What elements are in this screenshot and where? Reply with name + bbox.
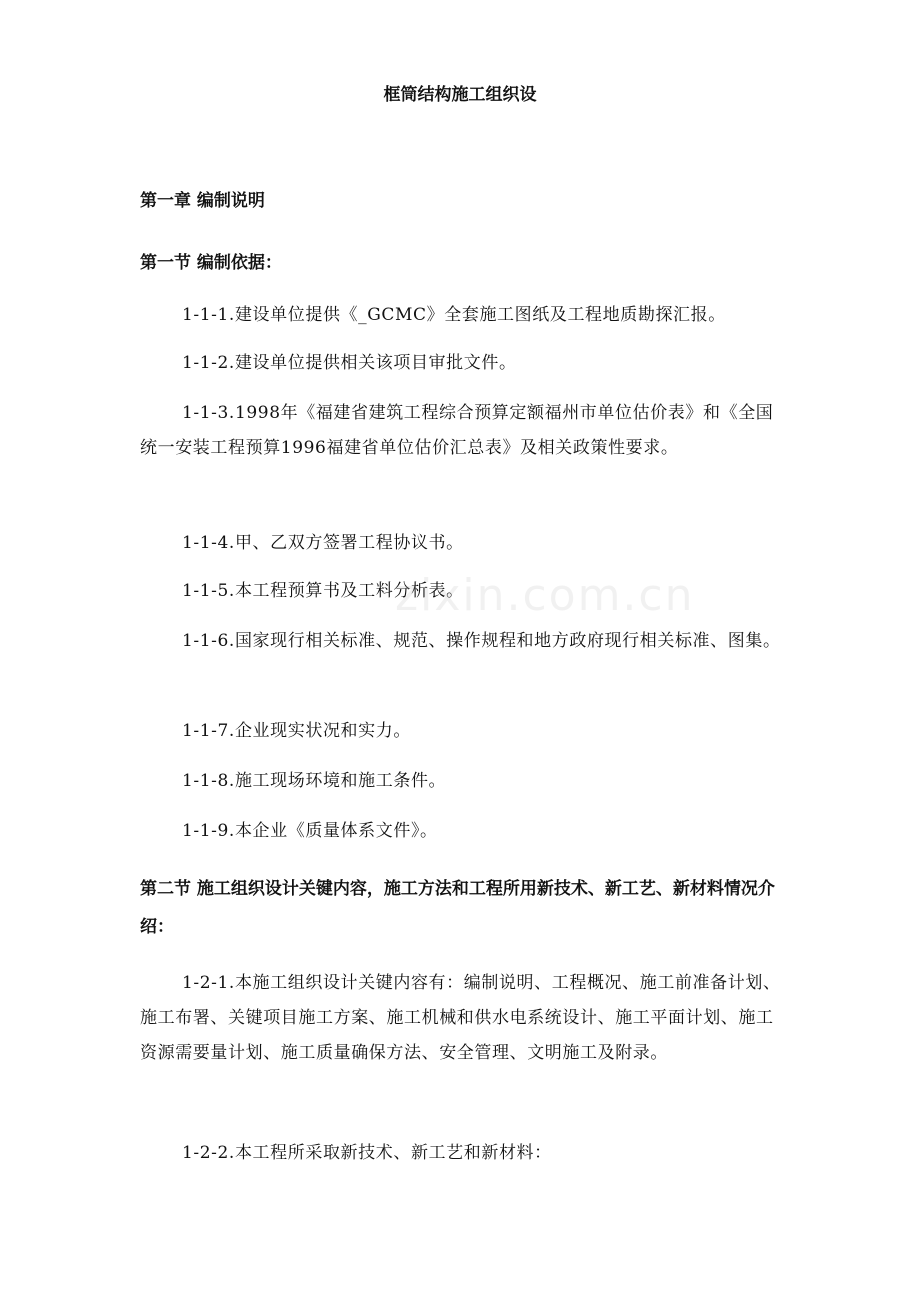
section1-item-8: 1-1-8.施工现场环境和施工条件。 [182, 771, 447, 791]
section1-item-2: 1-1-2.建设单位提供相关该项目审批文件。 [182, 353, 517, 373]
section1-item-6: 1-1-6.国家现行相关标准、规范、操作规程和地方政府现行相关标准、图集。 [182, 631, 781, 651]
section1-item-1: 1-1-1.建设单位提供《_GCMC》全套施工图纸及工程地质勘探汇报。 [182, 305, 726, 325]
section1-item-3: 1-1-3.1998年《福建省建筑工程综合预算定额福州市单位估价表》和《全国统一安装工程预算1996福建省单位估价汇总表》及相关政策性要求。 [140, 403, 774, 458]
section2-item-1: 1-2-1.本施工组织设计关键内容有：编制说明、工程概况、施工前准备计划、施工布署、关键项目施工方案、施工机械和供水电系统设计、施工平面计划、施工资源需要量计划、施工质量确保方法、安全管理、文明施工及附录。 [140, 973, 781, 1063]
section1-item-4: 1-1-4.甲、乙双方签署工程协议书。 [182, 533, 464, 553]
section1-item-9: 1-1-9.本企业《质量体系文件》。 [182, 821, 438, 841]
section1-heading: 第一节 编制依据： [140, 253, 282, 273]
section2-item-2: 1-2-2.本工程所采取新技术、新工艺和新材料： [182, 1143, 552, 1163]
watermark: zixin.com.cn [395, 570, 695, 621]
document-title: 框筒结构施工组织设 [383, 85, 537, 105]
section1-item-5: 1-1-5.本工程预算书及工料分析表。 [182, 581, 464, 601]
section1-item-7: 1-1-7.企业现实状况和实力。 [182, 721, 411, 741]
section2-heading: 第二节 施工组织设计关键内容，施工方法和工程所用新技术、新工艺、新材料情况介绍： [140, 879, 775, 937]
chapter-heading: 第一章 编制说明 [140, 191, 265, 211]
